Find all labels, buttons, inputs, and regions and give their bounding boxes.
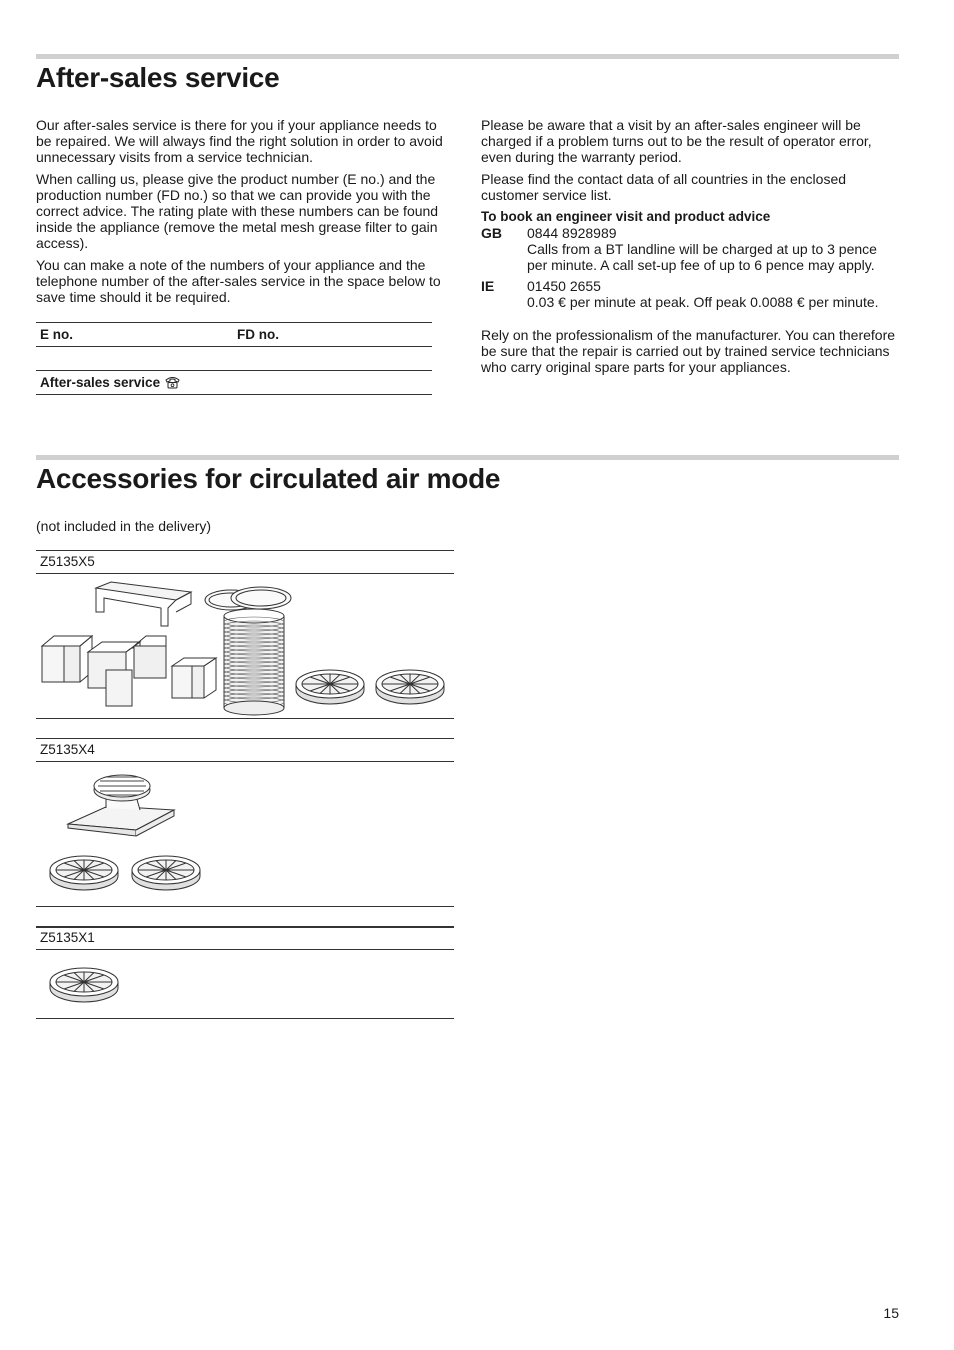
paragraph: Our after-sales service is there for you if your appliance needs to be repaired. We will always find the right solution in order to avoid unnecessary visits from a service technician. <box>36 117 443 165</box>
phone-detail: Calls from a BT landline will be charged at up to 3 pence per minute. A call set-up fee of up to 6 pence may apply. <box>527 241 877 273</box>
carbon-filter-icon <box>296 670 364 704</box>
subheading: To book an engineer visit and product advice <box>481 209 771 224</box>
divider <box>36 718 454 719</box>
paragraph: Rely on the professionalism of the manufacturer. You can therefore be sure that the repair is carried out by trained service technicians who carry original spare parts for your appliances. <box>481 327 896 375</box>
divider <box>36 761 454 762</box>
phone-number: 0844 8928989 <box>527 225 617 241</box>
duct-connector-icon <box>172 658 216 698</box>
divider <box>36 926 454 928</box>
kit-code: Z5135X4 <box>40 742 95 757</box>
phone-entry <box>481 278 899 310</box>
page-number: 15 <box>883 1305 899 1321</box>
table-row <box>36 323 432 346</box>
divider <box>36 550 454 551</box>
e-no-label: E no. <box>40 327 73 342</box>
section-title: Accessories for circulated air mode <box>36 463 501 494</box>
note-table <box>36 322 432 395</box>
paragraph: You can make a note of the numbers of your appliance and the telephone number of the after-sales service in the space below to save time should it be required. <box>36 257 441 305</box>
telephone-icon <box>164 375 181 389</box>
section-title: After-sales service <box>36 62 280 93</box>
service-label <box>40 375 181 390</box>
carbon-filter-icon <box>50 856 118 890</box>
section-rule <box>36 455 899 460</box>
section-rule <box>36 54 899 59</box>
duct-elbow-icon <box>88 636 166 706</box>
phone-number: 01450 2655 <box>527 278 601 294</box>
kit-x4-illustration <box>36 766 454 906</box>
service-label-text: After-sales service <box>40 375 161 390</box>
fd-no-label: FD no. <box>237 327 279 342</box>
paragraph: Please be aware that a visit by an after-sales engineer will be charged if a problem turns out to be the result of operator error, even during the warranty period. <box>481 117 872 165</box>
divider <box>36 1018 454 1019</box>
accessory-kit-x1 <box>36 926 454 1021</box>
divider <box>36 394 432 395</box>
right-column <box>481 117 899 381</box>
left-column <box>36 117 454 311</box>
phone-detail: 0.03 € per minute at peak. Off peak 0.0088 € per minute. <box>527 294 879 310</box>
divider <box>36 949 454 950</box>
carbon-filter-icon <box>50 968 118 1002</box>
table-row <box>36 371 432 394</box>
duct-connector-icon <box>42 636 92 682</box>
accessory-kit-x4 <box>36 738 454 908</box>
delivery-note: (not included in the delivery) <box>36 518 212 534</box>
accessory-kit-x5 <box>36 550 454 720</box>
clamp-ring-icon <box>205 587 291 610</box>
kit-code: Z5135X1 <box>40 930 95 945</box>
paragraph: Please find the contact data of all countries in the enclosed customer service list. <box>481 171 847 203</box>
kit-code: Z5135X5 <box>40 554 95 569</box>
paragraph: When calling us, please give the product number (E no.) and the production number (FD no.) so that we can provide you with the correct advice. The rating plate with these numbers can be found inside the appliance (remove the metal mesh grease filter to gain access). <box>36 171 439 251</box>
divider <box>36 573 454 574</box>
country-code: IE <box>481 278 495 294</box>
flexible-hose-icon <box>224 609 284 715</box>
adapter-plate-icon <box>68 775 174 836</box>
kit-x5-illustration <box>36 578 454 718</box>
kit-x1-illustration <box>36 952 454 1018</box>
carbon-filter-icon <box>132 856 200 890</box>
carbon-filter-icon <box>376 670 444 704</box>
bracket-icon <box>96 582 191 626</box>
divider <box>36 906 454 907</box>
divider <box>36 738 454 739</box>
table-row <box>36 347 432 370</box>
phone-entry <box>481 225 899 273</box>
country-code: GB <box>481 225 502 241</box>
